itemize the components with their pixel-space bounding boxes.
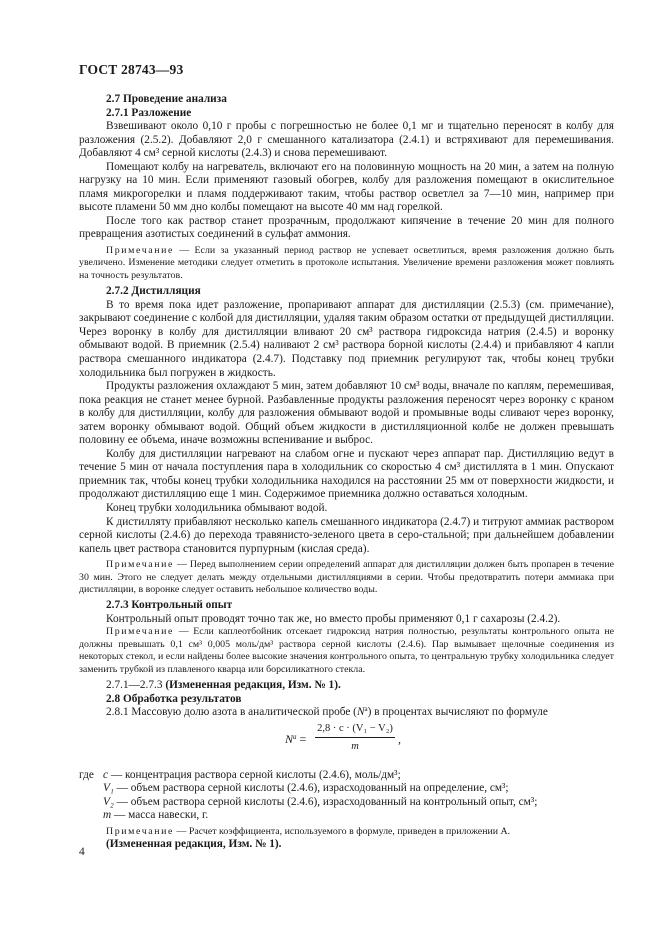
note-label: Примечание: [106, 245, 175, 257]
section-heading-2-7-3: 2.7.3 Контрольный опыт: [106, 599, 233, 612]
legend-row: [79, 782, 614, 796]
legend-text: — объем раствора серной кислоты (2.4.6), израсходованный на определение, см³;: [113, 782, 509, 795]
page-header: ГОСТ 28743—93: [79, 62, 184, 77]
note-text: — Если каплеотбойник отсекает гидроксид натрия полностью, результаты контрольного опыта не должны превышать 0,1 см³ 0,005 моль/дм³ раствора серной кислоты (2.4.6). Пар вымывает щелочные соединения из некоторых стекол, и если найдены более высокие значения контрольного опыта, то центральную трубку холодильника следует заменить трубкой из плавленого кварца или борсиликатного стекла.: [79, 626, 614, 675]
note-label: Примечание: [106, 825, 175, 837]
formula-numerator: 2,8 · c · (V₁ − V₂): [315, 722, 395, 739]
amendment-text: (Измененная редакция, Изм. № 1).: [165, 679, 341, 692]
paragraph: К дистилляту прибавляют несколько капель смешанного индикатора (2.4.7) и титруют аммиак раствором серной кислоты (2.4.6) до перехода травянисто-зеленого цвета в серо-стальной; при дальнейшем добавлении капель цвет раствора становится пурпурным (кислая среда).: [79, 515, 614, 555]
legend-symbol: V₁: [103, 782, 114, 795]
symbol-n: N: [356, 706, 365, 719]
legend-text: — концентрация раствора серной кислоты (2.4.6), моль/дм³;: [108, 768, 401, 781]
amendment-prefix: 2.7.1—2.7.3: [106, 679, 166, 692]
paragraph: 2.8.1 Массовую долю азота в аналитической пробе $(N^a)$ в процентах вычисляют по формуле: [106, 705, 548, 719]
paragraph: Колбу для дистилляции нагревают на слабом огне и пускают через аппарат пар. Дистилляцию ведут в течение 5 мин от начала поступления пара в холодильник со скоростью 4 см³ дистиллята в 1 мин. Опускают приемник так, чтобы конец трубки холодильника находился на расстоянии 25 мм от поверхности жидкости, и продолжают дистилляцию еще 1 мин. Содержимое приемника должно оставаться холодным.: [79, 447, 614, 501]
amendment-note: (Измененная редакция, Изм. № 1).: [106, 838, 282, 851]
section-heading-2-7-1: 2.7.1 Разложение: [106, 106, 192, 119]
paragraph: Взвешивают около 0,10 г пробы с погрешностью не более 0,1 мг и тщательно переносят в колбу для разложения (2.5.2). Добавляют 2,0 г смешанного катализатора (2.4.1) и встряхивают для перемешивания. Добавляют 4 см³ серной кислоты (2.4.3) и снова перемешивают.: [79, 120, 614, 160]
legend-text: — объем раствора серной кислоты (2.4.6), израсходованный на контрольный опыт, см³;: [113, 795, 538, 808]
note: [79, 626, 614, 676]
legend-row: [79, 769, 614, 783]
note-label: Примечание: [106, 559, 175, 571]
legend-symbol: m: [103, 809, 112, 822]
page-number: 4: [79, 846, 85, 858]
note-text: — Перед выполнением серии определений аппарат для дистилляции должен быть пропарен в течение 30 мин. Этого не следует делать между отдельными дистилляциями в серии. Чтобы предотвратить потери аммиака при дистилляции, в воронке следует оставить небольшое количество воды.: [79, 559, 614, 595]
legend-row: [79, 809, 614, 823]
note: [79, 826, 614, 838]
legend-text: — масса навески, г.: [111, 809, 209, 822]
paragraph: Конец трубки холодильника обмывают водой.: [106, 501, 328, 514]
legend-symbol: V₂: [103, 795, 114, 808]
paragraph: Продукты разложения охлаждают 5 мин, затем добавляют 10 см³ воды, вначале по каплям, перемешивая, пока реакция не станет менее бурной. Разбавленные продукты разложения переносят через воронку с краном в колбу для дистилляции, колбу для разложения обмывают водой и промывные воды сливают через воронку, затем воронку обмывают водой. Общий объем жидкости в дистилляционной колбе не должен превышать половину ее объема, иначе возможны вспенивание и выброс.: [79, 380, 614, 447]
paragraph: В то время пока идет разложение, пропаривают аппарат для дистилляции (2.5.3) (см. примечание), закрывают соединение с колбой для дистилляции, удаляя таким образом остатки от предыдущей дистилляции. Через воронку в колбу для дистилляции вливают 20 см³ раствора гидроксида натрия (2.4.5) и воронку обмывают водой. В приемник (2.5.4) наливают 2 см³ раствора борной кислоты (2.4.4) и прибавляют 4 капли раствора смешанного индикатора (2.4.7). Подставку под приемник регулируют так, чтобы конец трубки холодильника был погружен в жидкость.: [79, 298, 615, 379]
note-text: — Если за указанный период раствор не успевает осветлиться, время разложения должно быть увеличено. Изменение методики следует отметить в протоколе испытания. Увеличение времени разложения может повлиять на точность результатов.: [79, 245, 614, 281]
note-text: — Расчет коэффициента, используемого в формуле, приведен в приложении А.: [174, 825, 511, 837]
section-heading-2-7-2: 2.7.2 Дистилляция: [106, 285, 201, 298]
formula-comma: ,: [398, 731, 401, 746]
document-body: [79, 93, 614, 852]
formula: [79, 722, 614, 766]
amendment-note: [79, 679, 614, 693]
formula-denominator: m: [351, 741, 359, 753]
section-heading-2-7: 2.7 Проведение анализа: [106, 93, 227, 105]
paragraph: После того как раствор станет прозрачным, продолжают кипячение в течение 20 мин для полного превращения азотистых соединений в сульфат аммония.: [79, 214, 614, 241]
note-label: Примечание: [106, 626, 175, 638]
legend-symbol: c: [103, 768, 109, 781]
formula-fraction: [315, 722, 395, 754]
paragraph: Контрольный опыт проводят точно так же, но вместо пробы применяют 0,1 г сахарозы (2.4.2).: [106, 612, 561, 625]
legend-row: [79, 796, 614, 810]
note: [79, 559, 614, 596]
section-heading-2-8: 2.8 Обработка результатов: [106, 692, 242, 705]
variable-legend: [79, 769, 614, 823]
paragraph: Помещают колбу на нагреватель, включают его на половинную мощность на 20 мин, а затем на полную нагрузку на 10 мин. Если применяют газовый обогрев, колбу для разложения помещают в окислительное пламя микрогорелки и пламя поддерживают таким, чтобы раствор осветлел за 7—10 мин, например при высоте пламени 50 мм дно колбы помещают на высоте 40 мм над горелкой.: [79, 160, 614, 214]
note: [79, 245, 614, 282]
formula-lhs: $N^a$ =: [285, 731, 307, 746]
where-word: где: [79, 768, 94, 781]
